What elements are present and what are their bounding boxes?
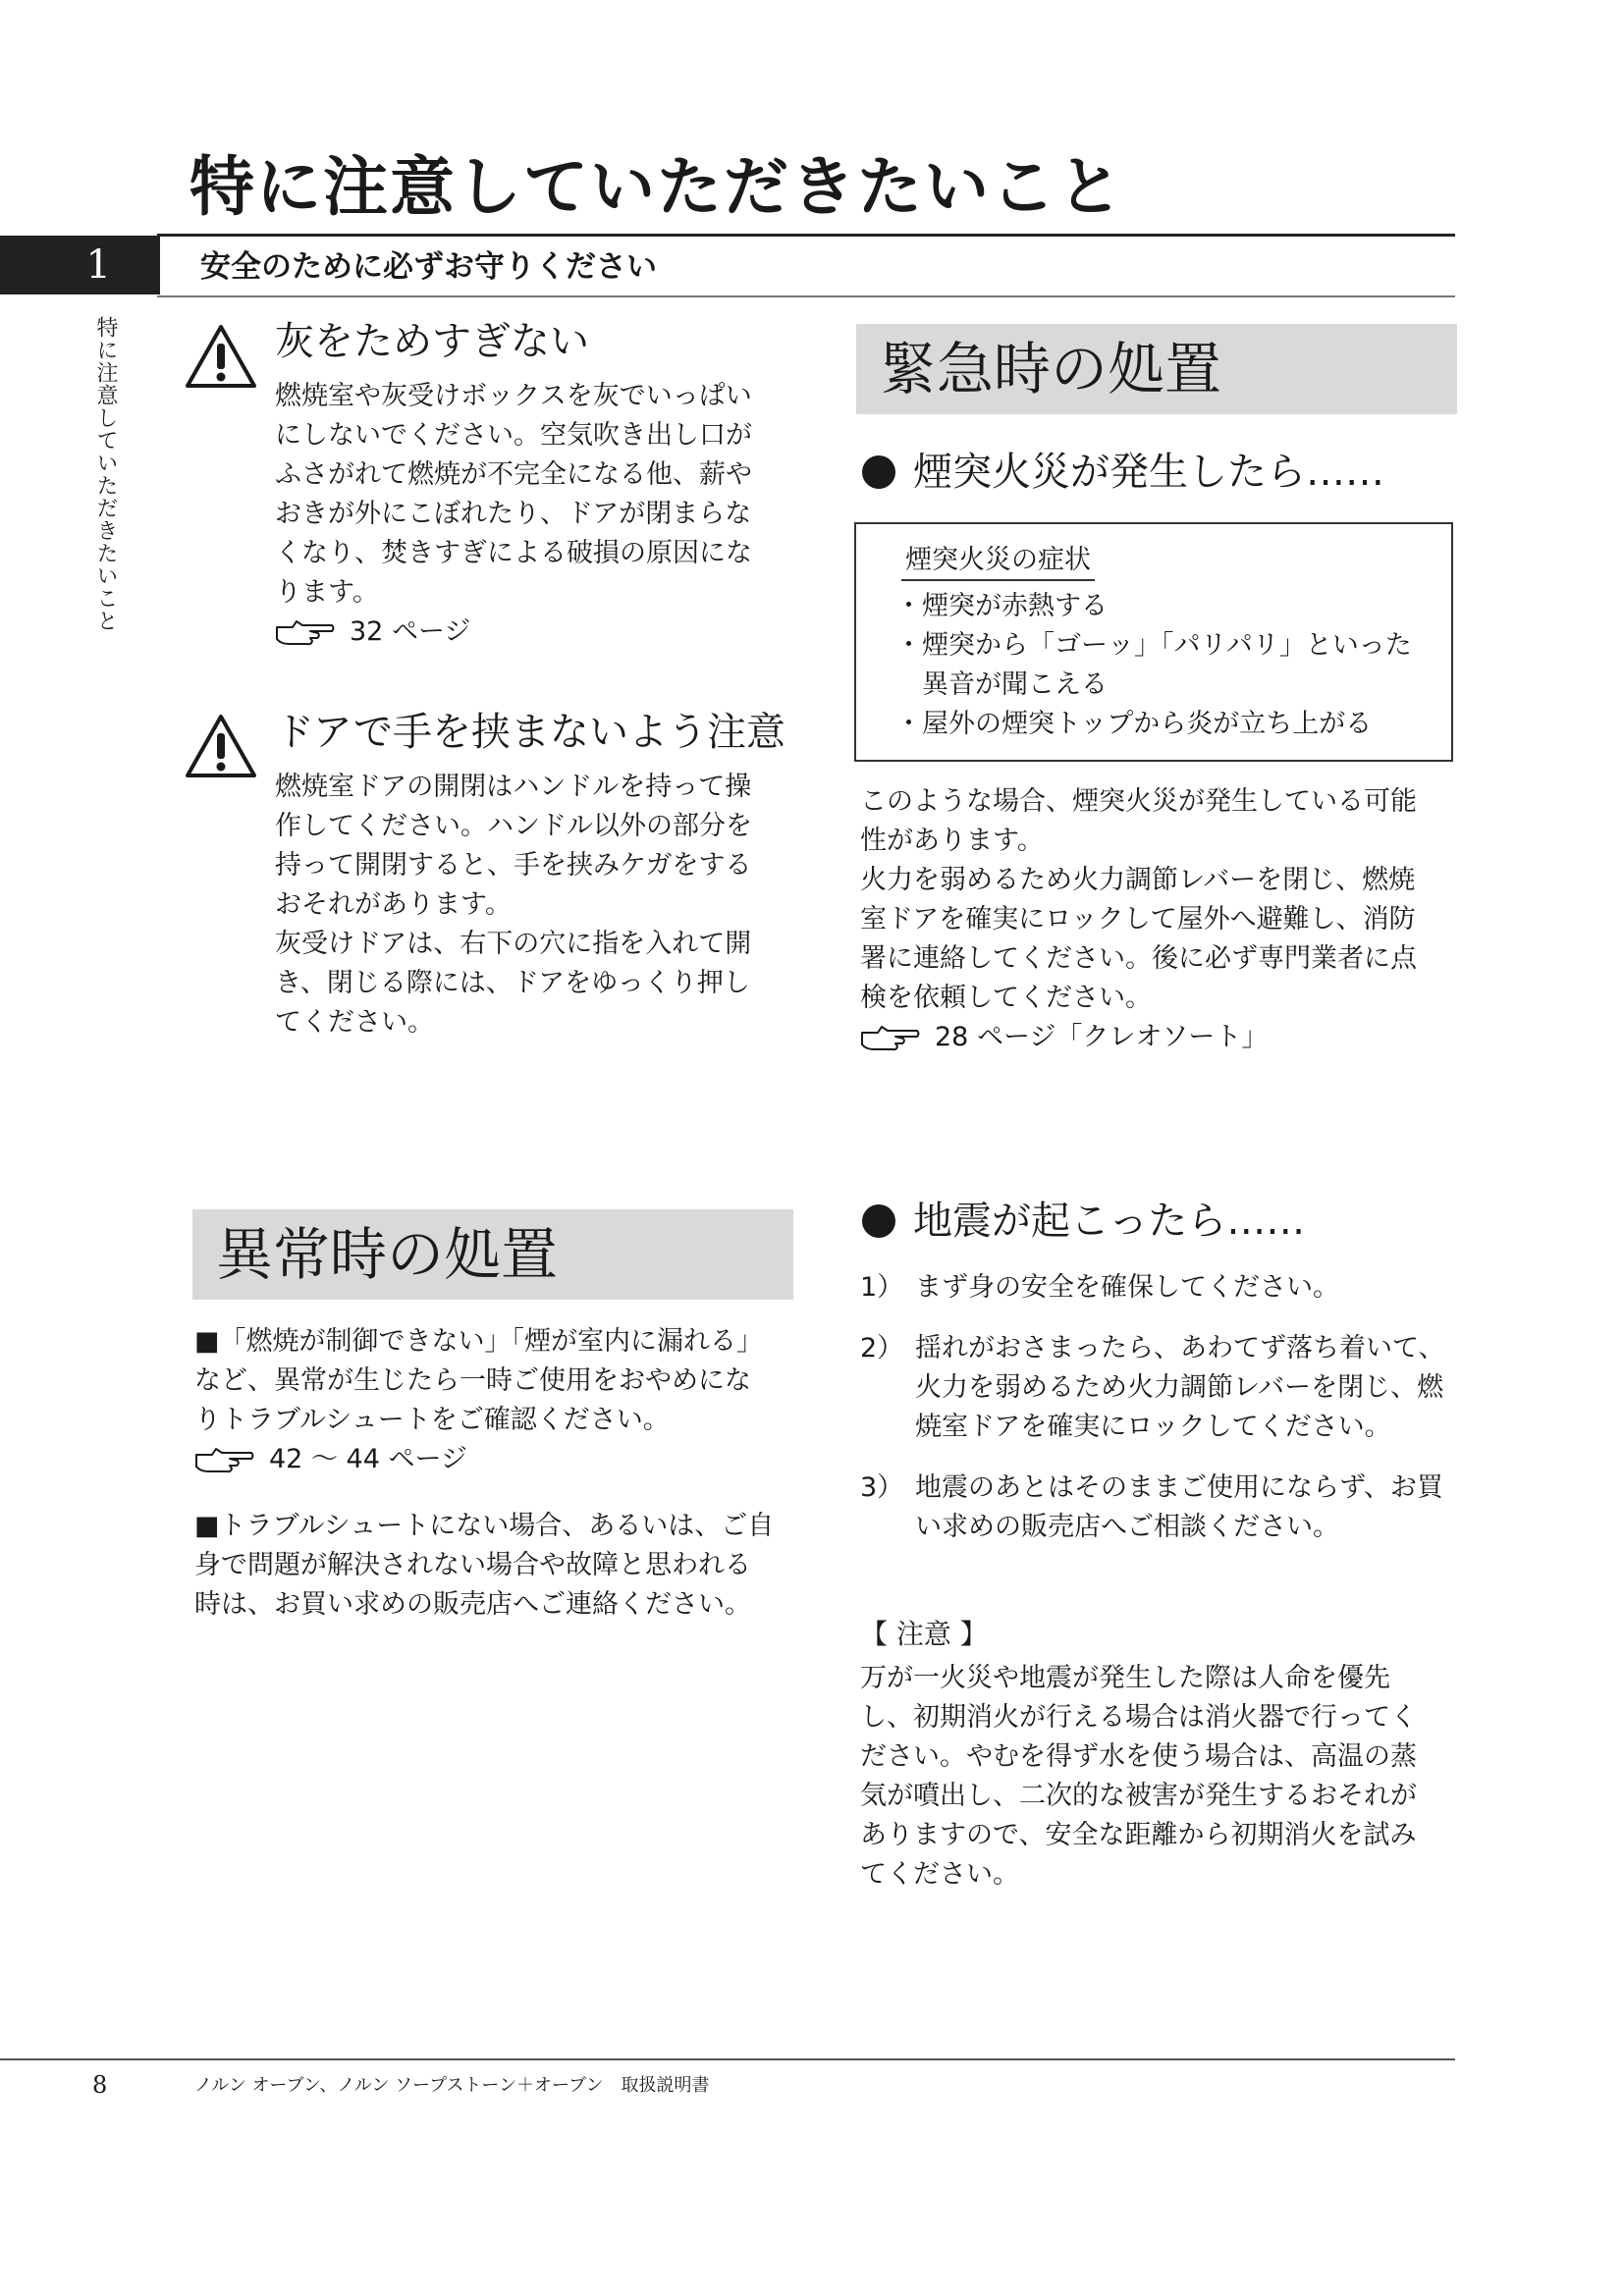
section-rule	[157, 295, 1455, 297]
warning-door-body	[275, 768, 805, 1042]
chapter-tab	[0, 236, 160, 294]
page-reference-text: 42 ～ 44 ページ	[269, 1444, 467, 1474]
list-item	[860, 1268, 1449, 1308]
step-number: 1）	[860, 1272, 904, 1303]
text-line: 気が噴出し、二次的な被害が発生するおそれが	[860, 1781, 1417, 1811]
section-title: 安全のために必ずお守りください	[200, 249, 657, 285]
text-line: 持って開閉すると、手を挟みケガをする	[275, 850, 752, 881]
footer-rule	[0, 2058, 1455, 2060]
text-line: ありますので、安全な距離から初期消火を試み	[860, 1820, 1417, 1850]
emergency-banner-title: 緊急時の処置	[880, 336, 1222, 402]
warning-triangle-icon	[185, 324, 257, 389]
earthquake-heading-text: 地震が起こったら……	[913, 1199, 1306, 1244]
caution-heading: 【 注意 】	[860, 1618, 988, 1650]
header-rule	[157, 234, 1455, 237]
step-text: 揺れがおさまったら、あわてず落ち着いて、火力を弱めるため火力調節レバーを閉じ、燃焼室ドアを確実にロックしてください。	[915, 1333, 1445, 1442]
text-line: 身で問題が解決されない場合や故障と思われる	[194, 1550, 751, 1580]
chimney-fire-body	[860, 782, 1459, 1057]
step-text: 地震のあとはそのままご使用にならず、お買い求めの販売店へご相談ください。	[915, 1472, 1443, 1542]
abnormal-body	[194, 1322, 803, 1625]
warning-door-heading: ドアで手を挟まないよう注意	[275, 710, 785, 755]
symptom-list	[895, 587, 1416, 744]
pointing-hand-icon	[275, 617, 336, 647]
text-line: ふさがれて燃焼が不完全になる他、薪や	[275, 459, 752, 490]
page-title: 特に注意していただきたいこと	[189, 148, 1124, 225]
warning-triangle-icon	[185, 714, 257, 778]
step-text: まず身の安全を確保してください。	[915, 1272, 1339, 1303]
text-line: 性があります。	[860, 826, 1044, 856]
pointing-hand-icon	[860, 1023, 921, 1052]
symptom-box	[854, 522, 1453, 762]
warning-ash-heading: 灰をためすぎない	[275, 319, 589, 364]
chapter-number: 1	[85, 242, 111, 288]
emergency-banner	[856, 324, 1457, 414]
chimney-fire-heading-text: 煙突火災が発生したら……	[913, 450, 1384, 495]
caution-body	[860, 1659, 1459, 1895]
text-line: き、閉じる際には、ドアをゆっくり押し	[275, 968, 750, 998]
text-line: てください。	[275, 1007, 434, 1038]
text-line: 署に連絡してください。後に必ず専門業者に点	[860, 943, 1417, 974]
text-line: ださい。やむを得ず水を使う場合は、高温の蒸	[860, 1741, 1417, 1772]
text-line: ります。	[275, 577, 379, 608]
step-number: 2）	[860, 1333, 904, 1363]
symptom-item: ・煙突が赤熱する	[895, 591, 1108, 621]
text-line: くなり、焚きすぎによる破損の原因にな	[275, 538, 752, 568]
text-line: 検を依頼してください。	[860, 983, 1152, 1013]
step-number: 3）	[860, 1472, 904, 1503]
warning-ash-body	[275, 377, 805, 652]
text-line: おきが外にこぼれたり、ドアが閉まらな	[275, 499, 752, 529]
list-item	[860, 1468, 1449, 1547]
text-line: ■「燃焼が制御できない」「煙が室内に漏れる」	[194, 1326, 764, 1357]
page-number: 8	[92, 2071, 108, 2099]
text-line: このような場合、煙突火災が発生している可能	[860, 786, 1417, 817]
page-reference	[275, 613, 805, 652]
text-line: にしないでください。空気吹き出し口が	[275, 420, 752, 451]
list-item	[860, 1329, 1449, 1447]
earthquake-heading	[862, 1196, 1305, 1247]
page-reference-text: 32 ページ	[350, 616, 471, 647]
symptom-title: 煙突火災の症状	[901, 542, 1095, 581]
text-line: 作してください。ハンドル以外の部分を	[275, 811, 752, 841]
text-line: など、異常が生じたら一時ご使用をおやめにな	[194, 1365, 751, 1396]
page-reference	[860, 1018, 1459, 1057]
chimney-fire-heading	[862, 447, 1384, 498]
text-line: し、初期消火が行える場合は消火器で行ってく	[860, 1702, 1417, 1733]
page-reference-text: 28 ページ「クレオソート」	[935, 1022, 1269, 1052]
text-line: ■トラブルシュートにない場合、あるいは、ご自	[194, 1511, 775, 1541]
text-line: 時は、お買い求めの販売店へご連絡ください。	[194, 1589, 751, 1620]
text-line: りトラブルシュートをご確認ください。	[194, 1405, 670, 1435]
symptom-item: ・屋外の煙突トップから炎が立ち上がる	[895, 709, 1373, 739]
text-line: 万が一火災や地震が発生した際は人命を優先	[860, 1663, 1390, 1693]
text-line: 室ドアを確実にロックして屋外へ避難し、消防	[860, 904, 1416, 934]
earthquake-steps	[860, 1268, 1449, 1569]
manual-title: ノルン オーブン、ノルン ソープストーン＋オーブン 取扱説明書	[194, 2075, 710, 2096]
abnormal-banner-title: 異常時の処置	[216, 1221, 559, 1288]
side-chapter-label: 特に注意していただきたいこと	[93, 316, 118, 632]
abnormal-banner	[192, 1209, 793, 1300]
text-line: 燃焼室や灰受けボックスを灰でいっぱい	[275, 381, 752, 411]
symptom-item: ・煙突から「ゴーッ」「パリパリ」といった異音が聞こえる	[895, 630, 1412, 700]
text-line: 燃焼室ドアの開閉はハンドルを持って操	[275, 772, 752, 802]
pointing-hand-icon	[194, 1445, 255, 1474]
text-line: 火力を弱めるため火力調節レバーを閉じ、燃焼	[860, 865, 1416, 895]
bullet-icon	[862, 1204, 895, 1238]
text-line: おそれがあります。	[275, 889, 512, 920]
text-line: てください。	[860, 1859, 1019, 1890]
bullet-icon	[862, 455, 895, 489]
text-line: 灰受けドアは、右下の穴に指を入れて開	[275, 929, 752, 959]
page-reference	[194, 1440, 803, 1479]
